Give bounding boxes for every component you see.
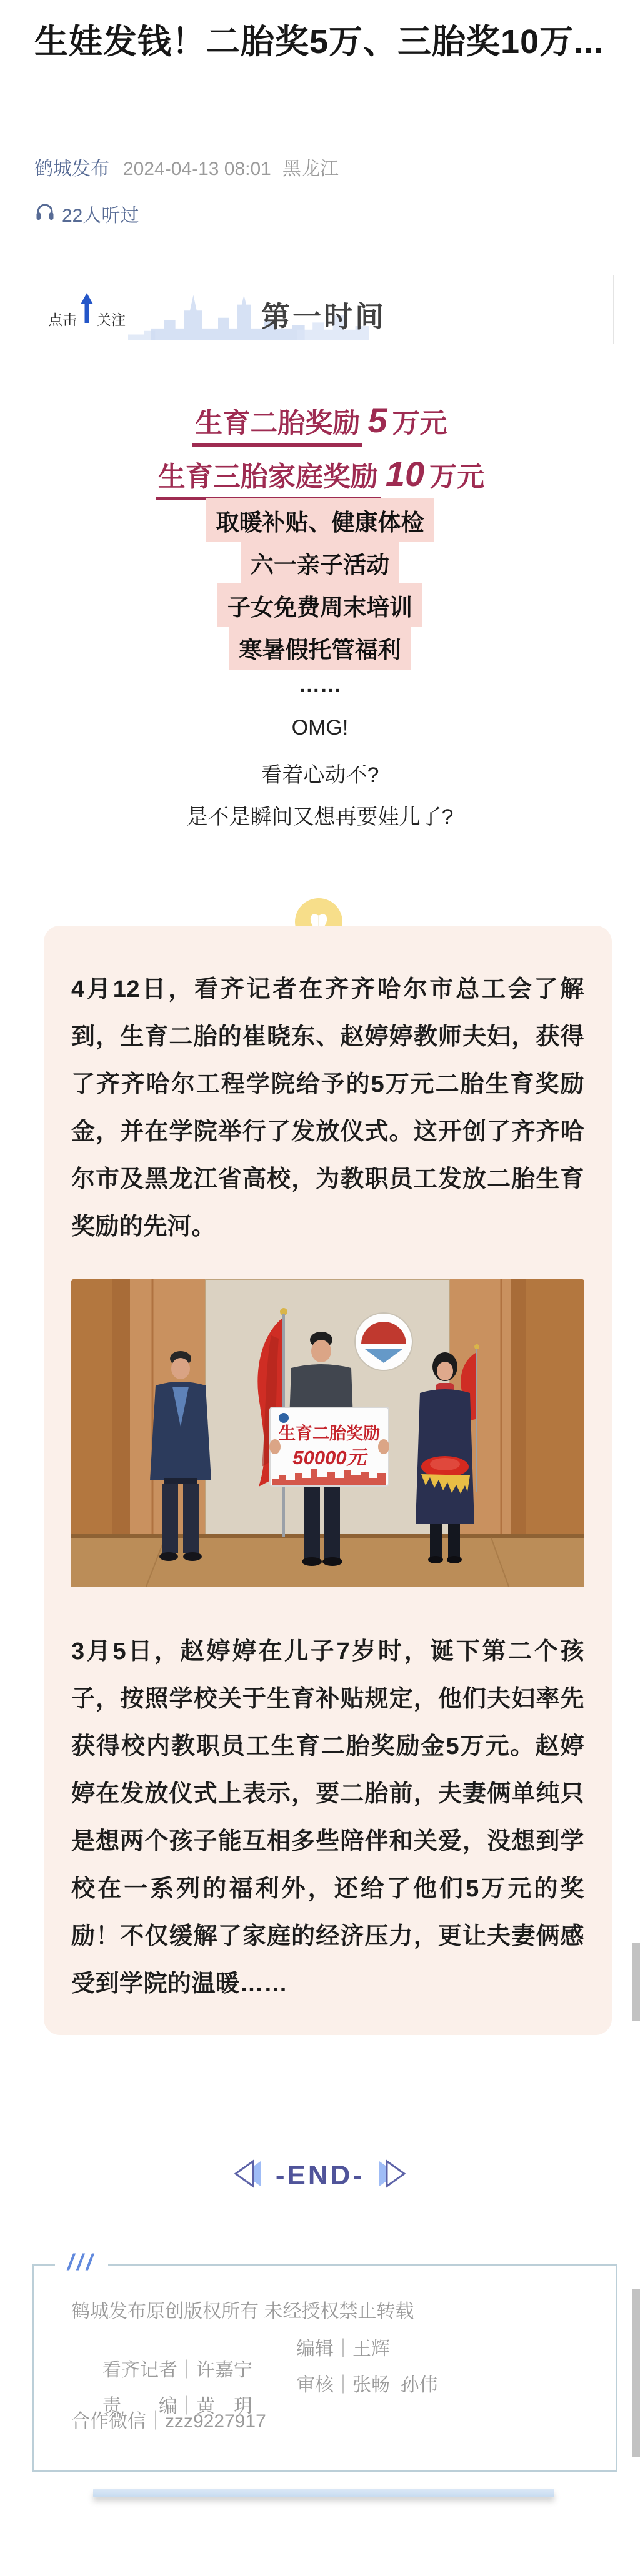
scrollbar-thumb[interactable] <box>632 1943 640 2021</box>
reward-line-third-child <box>0 453 640 494</box>
duty-editor-credit: 责 编｜黄 玥 <box>102 2396 253 2417</box>
scrollbar-thumb[interactable] <box>632 2289 640 2457</box>
audio-listen-row[interactable] <box>34 200 139 227</box>
benefit-pill: 子女免费周末培训 <box>218 583 422 627</box>
banner-title: 第一时间 <box>261 300 386 333</box>
end-right-arrows-icon <box>376 2156 411 2194</box>
reward2-unit: 万元 <box>392 408 448 438</box>
publish-location: 黑龙江 <box>282 159 339 179</box>
benefit-pill: 取暖补贴、健康体检 <box>206 498 434 542</box>
question-line-2: 是不是瞬间又想再要娃儿了? <box>186 805 454 829</box>
end-left-arrows-icon <box>229 2156 264 2194</box>
question-line-1: 看着心动不? <box>261 763 379 787</box>
follow-word-right: 关注 <box>97 312 126 328</box>
reviewer-credit: 审核｜张畅 孙伟 <box>296 2375 438 2395</box>
source-link[interactable]: 鹤城发布 <box>34 159 109 179</box>
follow-banner[interactable] <box>34 275 614 344</box>
triple-slash-decoration: /// <box>55 2249 108 2276</box>
reward3-label: 生育三胎家庭奖励 <box>156 462 381 500</box>
ellipsis-line: …… <box>299 673 341 697</box>
benefit-pill: 寒暑假托管福利 <box>229 626 411 670</box>
benefit-row <box>0 583 640 627</box>
end-marker <box>0 2156 640 2194</box>
story-paragraph-2: 3月5日，赵婷婷在儿子7岁时，诞下第二个孩子，按照学校关于生育补贴规定，他们夫妇率先获得校内教职员工生育二胎奖励金5万元。赵婷婷在发放仪式上表示，要二胎前，夫妻俩单纯只是想两个孩子能互相多些陪伴和关爱，没想到学校在一系列的福利外，还给了他们5万元的奖励！不仅缓解了家庭的经济压力，更让夫妻俩感受到学院的温暖…… <box>71 1638 584 1997</box>
copyright-line: 鹤城发布原创版权所有 未经授权禁止转载 <box>71 2301 414 2322</box>
headphone-icon <box>34 201 56 226</box>
reward-line-second-child <box>0 400 640 440</box>
end-text: -END- <box>275 2159 365 2191</box>
reporter-credit: 看齐记者｜许嘉宁 <box>102 2360 253 2380</box>
reward2-label: 生育二胎奖励 <box>192 408 362 447</box>
benefit-row <box>0 626 640 670</box>
bottom-blue-bar <box>93 2489 554 2497</box>
benefit-row <box>0 498 640 542</box>
reward3-amount: 10 <box>385 454 425 493</box>
listen-count: 22人听过 <box>62 206 139 226</box>
placard-text-line2: 50000元 <box>292 1447 366 1469</box>
follow-word-left: 点击 <box>48 312 77 328</box>
placard-text-line1: 生育二胎奖励 <box>279 1424 380 1443</box>
award-ceremony-photo <box>71 1279 584 1590</box>
reward2-amount: 5 <box>368 400 388 440</box>
copyright-footer-box <box>32 2249 617 2472</box>
omg-line: OMG! <box>291 716 349 740</box>
reward3-unit: 万元 <box>429 462 485 492</box>
story-paragraph-1: 4月12日，看齐记者在齐齐哈尔市总工会了解到，生育二胎的崔晓东、赵婷婷教师夫妇，获得了齐齐哈尔工程学院给予的5万元二胎生育奖励金，并在学院举行了发放仪式。这开创了齐齐哈尔市及黑龙江省高校，为教职员工发放二胎生育奖励的先河。 <box>71 976 584 1240</box>
benefit-pill: 六一亲子活动 <box>241 541 399 585</box>
benefit-row <box>0 541 640 585</box>
wechat-contact-line: 合作微信｜zzz9227917 <box>71 2411 266 2432</box>
page-title: 生娃发钱！二胎奖5万、三胎奖10万... <box>34 23 604 61</box>
editor-credit: 编辑｜王辉 <box>296 2339 390 2359</box>
story-card <box>44 926 612 2035</box>
article-meta <box>34 153 350 181</box>
publish-datetime: 2024-04-13 08:01 <box>123 159 271 179</box>
